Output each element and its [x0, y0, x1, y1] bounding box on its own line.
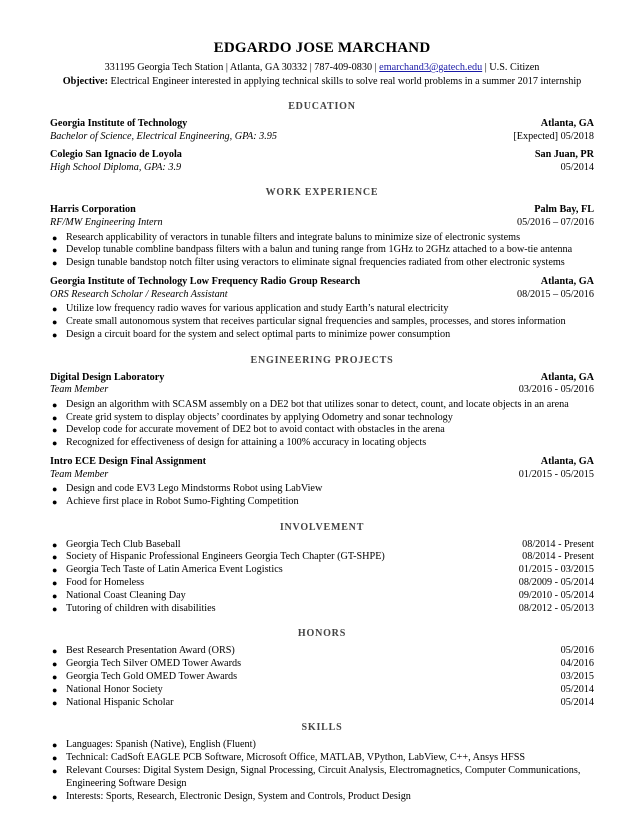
work-entry	[50, 276, 594, 342]
honors-list	[50, 645, 594, 709]
list-item: ● Georgia Tech Taste of Latin America Event Logistics	[52, 564, 283, 576]
work-bullets	[50, 232, 594, 270]
section-title-work: WORK EXPERIENCE	[265, 187, 379, 199]
involvement-date: 01/2015 - 03/2015	[518, 564, 594, 576]
project-role: Team Member	[50, 384, 109, 396]
list-item: ● Interests: Sports, Research, Electronic Design, System and Controls, Product Design	[52, 790, 411, 802]
work-location: Palm Bay, FL	[534, 204, 594, 216]
list-item: ● Technical: CadSoft EAGLE PCB Software, Microsoft Office, MATLAB, VPython, LabView, C++, Ansys HFSS	[52, 752, 526, 764]
education-date: [Expected] 05/2018	[513, 130, 594, 142]
honor-date: 05/2014	[560, 696, 594, 708]
honors-dates	[514, 645, 594, 709]
objective-text: Electrical Engineer interested in applying technical skills to solve real world problems in a summer 2017 internship	[107, 76, 582, 87]
objective	[50, 75, 594, 88]
list-item: ● Utilize low frequency radio waves for various application and study Earth’s natural electricity	[52, 303, 449, 315]
list-item: ● Design and code EV3 Lego Mindstorms Robot using LabView	[52, 483, 323, 495]
involvement-date: 09/2010 - 05/2014	[518, 589, 594, 601]
list-item: ● Design an algorithm with SCASM assembly on a DE2 bot that utilizes sonar to detect, count, and locate objects in an arena	[52, 398, 569, 410]
work-date: 08/2015 – 05/2016	[517, 288, 594, 300]
list-item: ● Georgia Tech Club Baseball	[52, 538, 181, 550]
education-detail: Bachelor of Science, Electrical Engineering, GPA: 3.95	[50, 130, 277, 142]
education-entry	[50, 149, 594, 174]
project-location: Atlanta, GA	[540, 371, 594, 383]
list-item: ● National Coast Cleaning Day	[52, 589, 186, 601]
list-item: ● Relevant Courses: Digital System Design, Signal Processing, Circuit Analysis, Electromagnetics, Computer Communications, Engineering Software Design	[52, 765, 581, 789]
honor-date: 04/2016	[560, 658, 594, 670]
project-org: Digital Design Laboratory	[50, 371, 165, 383]
project-entry	[50, 456, 594, 509]
section-title-projects: ENGINEERING PROJECTS	[250, 354, 394, 366]
list-item: ● Georgia Tech Gold OMED Tower Awards	[52, 671, 238, 683]
list-item: ● Create grid system to display objects’ coordinates by applying Odometry and sonar technology	[52, 411, 453, 423]
list-item: ● Design tunable bandstop notch filter using veractors to eliminate signal frequencies radiated from other electronic systems	[52, 257, 565, 269]
work-role: ORS Research Scholar / Research Assistant	[50, 288, 228, 300]
involvement-dates	[508, 539, 594, 616]
list-item: ● Create small autonomous system that receives particular signal frequencies and samples, processes, and stores information	[52, 315, 566, 327]
work-org: Harris Corporation	[50, 204, 136, 216]
education-org: Georgia Institute of Technology	[50, 118, 188, 129]
list-item: ● Research applicability of veractors in tunable filters and integrate baluns to minimize size of electronic systems	[52, 231, 521, 243]
contact-info: 331195 Georgia Tech Station | Atlanta, GA 30332 | 787-409-0830 |	[104, 62, 380, 73]
project-role: Team Member	[50, 468, 109, 480]
involvement-list	[50, 539, 594, 616]
honor-date: 05/2014	[560, 683, 594, 695]
project-location: Atlanta, GA	[540, 455, 594, 467]
project-bullets	[50, 483, 594, 509]
list-item: ● Achieve first place in Robot Sumo-Fighting Competition	[52, 495, 299, 507]
work-bullets	[50, 303, 594, 341]
education-org: Colegio San Ignacio de Loyola	[50, 149, 182, 161]
list-item: ● Develop tunable combline bandpass filters with a balun and tuning range from 1GHz to 2GHz attached to a bow-tie antenna	[52, 244, 573, 256]
work-entry	[50, 204, 594, 270]
list-item: ● Languages: Spanish (Native), English (Fluent)	[52, 739, 256, 751]
list-item: ● Develop code for accurate movement of DE2 bot to avoid contact with obstacles in the arena	[52, 424, 445, 436]
email-link[interactable]: emarchand3@gatech.edu	[379, 62, 483, 73]
project-date: 03/2016 - 05/2016	[518, 384, 594, 396]
section-title-involvement: INVOLVEMENT	[279, 521, 365, 533]
work-org: Georgia Institute of Technology Low Frequency Radio Group Research	[50, 275, 361, 287]
citizenship: | U.S. Citizen	[482, 62, 540, 73]
involvement-date: 08/2014 - Present	[522, 551, 594, 563]
list-item: ● Food for Homeless	[52, 577, 145, 589]
list-item: ● National Honor Society	[52, 683, 163, 695]
involvement-date: 08/2012 - 05/2013	[518, 602, 594, 614]
list-item: ● Recognized for effectiveness of design for attaining a 100% accuracy in locating objects	[52, 437, 427, 449]
work-location: Atlanta, GA	[540, 275, 594, 287]
list-item: ● Society of Hispanic Professional Engineers Georgia Tech Chapter (GT-SHPE)	[52, 551, 385, 563]
section-title-skills: SKILLS	[301, 722, 343, 734]
list-item: ● Best Research Presentation Award (ORS)	[52, 645, 235, 657]
education-detail: High School Diploma, GPA: 3.9	[50, 161, 182, 173]
project-bullets	[50, 399, 594, 450]
education-date: 05/2014	[560, 161, 594, 173]
involvement-date: 08/2009 - 05/2014	[518, 577, 594, 589]
section-title-education: EDUCATION	[288, 101, 356, 112]
list-item: ● Design a circuit board for the system and select optimal parts to minimize power consumption	[52, 328, 451, 340]
project-entry	[50, 372, 594, 450]
list-item: ● National Hispanic Scholar	[52, 696, 174, 708]
skills-list	[50, 739, 594, 803]
honor-date: 05/2016	[560, 645, 594, 657]
work-date: 05/2016 – 07/2016	[517, 216, 594, 228]
contact-line	[50, 61, 594, 74]
involvement-date: 08/2014 - Present	[522, 538, 594, 550]
education-location: Atlanta, GA	[540, 118, 594, 129]
resume-name: EDGARDO JOSE MARCHAND	[213, 40, 431, 56]
list-item: ● Tutoring of children with disabilities	[52, 602, 216, 614]
work-role: RF/MW Engineering Intern	[50, 216, 163, 228]
objective-label: Objective:	[62, 76, 108, 87]
section-title-honors: HONORS	[297, 628, 347, 640]
project-org: Intro ECE Design Final Assignment	[50, 455, 207, 467]
honor-date: 03/2015	[560, 671, 594, 683]
list-item: ● Georgia Tech Silver OMED Tower Awards	[52, 658, 242, 670]
education-entry	[50, 118, 594, 143]
project-date: 01/2015 - 05/2015	[518, 468, 594, 480]
education-location: San Juan, PR	[534, 149, 594, 161]
